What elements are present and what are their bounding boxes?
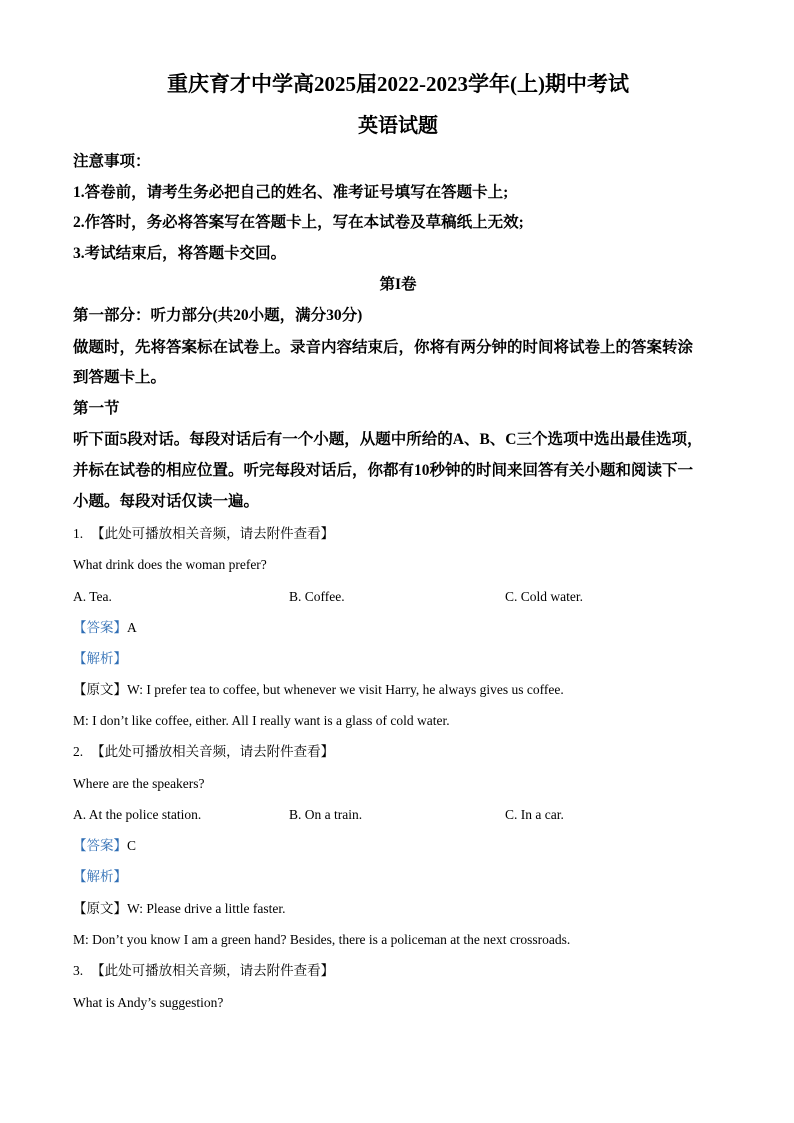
original-text: W: I prefer tea to coffee, but whenever we visit Harry, he always gives us coffee. xyxy=(127,682,564,697)
question-2-option-b: B. On a train. xyxy=(289,807,363,822)
question-1-answer xyxy=(73,618,137,638)
question-2-answer xyxy=(73,836,136,856)
original-label: 【原文】 xyxy=(73,682,127,697)
answer-value: C xyxy=(127,838,137,853)
question-number: 2. xyxy=(73,744,84,759)
audio-placeholder: 【此处可播放相关音频，请去附件查看】 xyxy=(91,526,335,541)
question-2-original-m: M: Don’t you know I am a green hand? Besides, there is a policeman at the next crossroads. xyxy=(73,932,571,947)
question-1-option-a: A. Tea. xyxy=(73,589,112,604)
notes-item-3: 3.考试结束后，将答题卡交回。 xyxy=(73,245,287,262)
audio-placeholder: 【此处可播放相关音频，请去附件查看】 xyxy=(91,744,335,759)
question-1-text: What drink does the woman prefer? xyxy=(73,557,267,572)
part1-intro-line1: 做题时，先将答案标在试卷上。录音内容结束后，你将有两分钟的时间将试卷上的答案转涂 xyxy=(73,339,694,356)
original-label: 【原文】 xyxy=(73,901,127,916)
question-1-original-w xyxy=(73,680,564,700)
question-2-analysis-label: 【解析】 xyxy=(73,869,127,884)
question-2-audio[interactable] xyxy=(73,742,334,762)
question-2-option-c: C. In a car. xyxy=(505,807,564,822)
question-1-original-m: M: I don’t like coffee, either. All I really want is a glass of cold water. xyxy=(73,713,450,728)
notes-heading: 注意事项： xyxy=(73,153,151,170)
question-2-original-w xyxy=(73,899,285,919)
part1-title: 第一部分：听力部分(共20小题，满分30分) xyxy=(73,307,363,324)
exam-title: 重庆育才中学高2025届2022-2023学年(上)期中考试 xyxy=(167,72,629,96)
section1-line3: 小题。每段对话仅读一遍。 xyxy=(73,493,260,510)
answer-value: A xyxy=(127,620,137,635)
audio-placeholder: 【此处可播放相关音频，请去附件查看】 xyxy=(91,963,335,978)
exam-subject: 英语试题 xyxy=(358,115,438,137)
question-1-audio[interactable] xyxy=(73,524,334,544)
volume-heading: 第I卷 xyxy=(379,276,417,293)
question-number: 1. xyxy=(73,526,84,541)
section1-title: 第一节 xyxy=(73,400,120,417)
question-number: 3. xyxy=(73,963,84,978)
part1-intro-line2: 到答题卡上。 xyxy=(73,369,167,386)
notes-item-2: 2.作答时，务必将答案写在答题卡上，写在本试卷及草稿纸上无效; xyxy=(73,214,524,231)
question-3-audio[interactable] xyxy=(73,961,334,981)
question-3-text: What is Andy’s suggestion? xyxy=(73,995,224,1010)
question-1-analysis-label: 【解析】 xyxy=(73,651,127,666)
answer-label: 【答案】 xyxy=(73,620,127,635)
original-text: W: Please drive a little faster. xyxy=(127,901,286,916)
question-2-text: Where are the speakers? xyxy=(73,776,205,791)
answer-label: 【答案】 xyxy=(73,838,127,853)
notes-item-1: 1.答卷前，请考生务必把自己的姓名、准考证号填写在答题卡上; xyxy=(73,184,509,201)
question-2-option-a: A. At the police station. xyxy=(73,807,202,822)
section1-line2: 并标在试卷的相应位置。听完每段对话后，你都有10秒钟的时间来回答有关小题和阅读下一 xyxy=(73,462,694,479)
question-1-option-b: B. Coffee. xyxy=(289,589,345,604)
question-1-option-c: C. Cold water. xyxy=(505,589,583,604)
section1-line1: 听下面5段对话。每段对话后有一个小题，从题中所给的A、B、C三个选项中选出最佳选项， xyxy=(73,431,703,448)
